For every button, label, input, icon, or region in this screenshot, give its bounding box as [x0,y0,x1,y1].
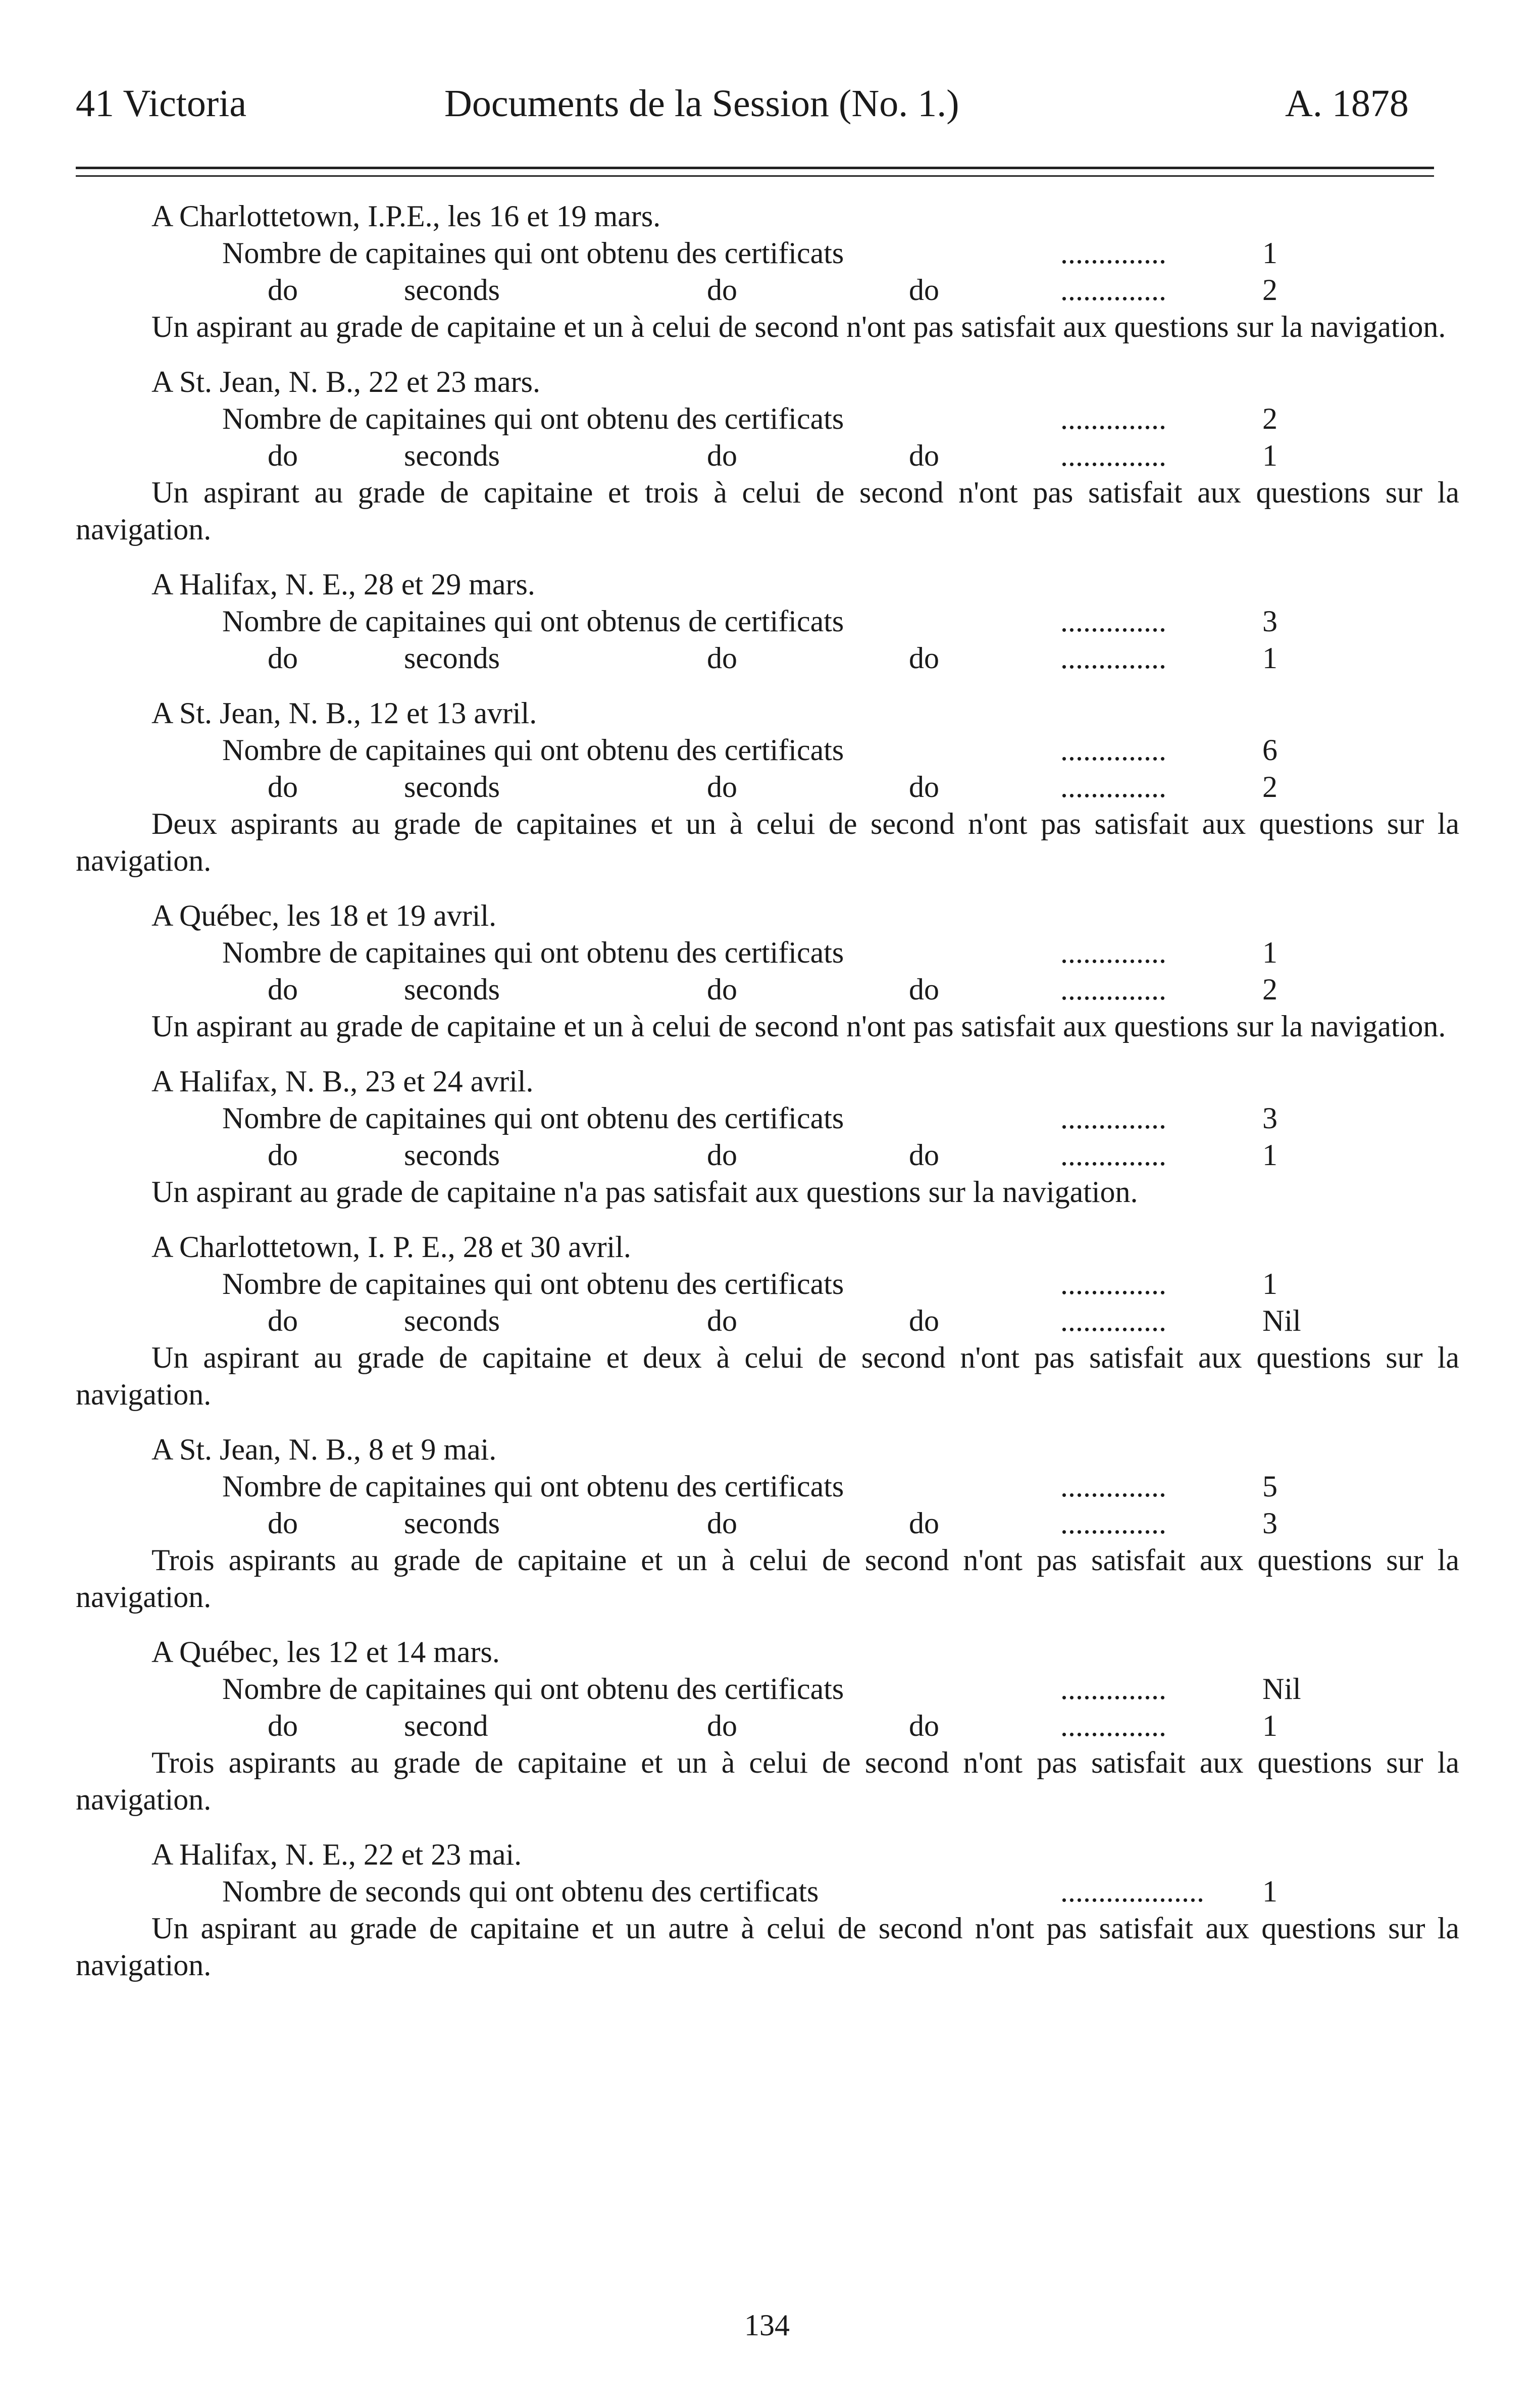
leader-dots: .............. [1060,605,1166,638]
ditto-1: do [268,973,298,1006]
ditto-3: do [909,770,939,804]
leader-dots: .............. [1060,402,1166,435]
report-body [76,198,1459,1984]
exam-section [76,1836,1459,1984]
count-value: 1 [1262,641,1277,675]
seconds-row [76,769,1459,806]
captains-row [76,1266,1459,1302]
ditto-3: do [909,1304,939,1337]
row-label: Nombre de seconds qui ont obtenu des certificats [222,1875,819,1908]
count-value: 3 [1262,1507,1277,1540]
ditto-2: do [707,273,737,307]
running-header [0,76,1534,131]
header-rule-thick [76,167,1434,169]
section-place: A Halifax, N. B., 23 et 24 avril. [151,1065,534,1098]
captains-row [76,1100,1459,1137]
row-label: seconds [404,439,500,472]
row-label: Nombre de capitaines qui ont obtenu des certificats [222,936,844,969]
leader-dots: .............. [1060,439,1166,472]
ditto-2: do [707,439,737,472]
count-value: 1 [1262,936,1277,969]
count-value: 2 [1262,402,1277,435]
leader-dots: .............. [1060,1709,1166,1742]
leader-dots: .............. [1060,733,1166,767]
row-label: seconds [404,1304,500,1337]
section-note: Trois aspirants au grade de capitaine et un à celui de second n'ont pas satisfait aux questions sur la navigation. [76,1543,1459,1614]
ditto-3: do [909,641,939,675]
section-place: A Halifax, N. E., 22 et 23 mai. [151,1838,522,1871]
section-gap [76,345,1459,364]
exam-section [76,1431,1459,1616]
ditto-3: do [909,1507,939,1540]
section-place: A Charlottetown, I.P.E., les 16 et 19 mars. [151,199,661,233]
seconds-row [76,272,1459,309]
exam-section [76,566,1459,677]
row-label: Nombre de capitaines qui ont obtenu des certificats [222,236,844,270]
row-label: second [404,1709,488,1742]
ditto-1: do [268,641,298,675]
section-note: Un aspirant au grade de capitaine et deux à celui de second n'ont pas satisfait aux questions sur la navigation. [76,1341,1459,1411]
section-note: Un aspirant au grade de capitaine et trois à celui de second n'ont pas satisfait aux questions sur la navigation. [76,476,1459,546]
section-place: A Québec, les 12 et 14 mars. [151,1635,500,1669]
row-label: seconds [404,973,500,1006]
leader-dots: .............. [1060,936,1166,969]
row-label: seconds [404,770,500,804]
ditto-1: do [268,770,298,804]
ditto-1: do [268,273,298,307]
count-value: 6 [1262,733,1277,767]
ditto-3: do [909,1138,939,1172]
section-place: A Charlottetown, I. P. E., 28 et 30 avril. [151,1230,631,1264]
header-title: Documents de la Session (No. 1.) [444,82,959,125]
count-value: 1 [1262,1709,1277,1742]
row-label: Nombre de capitaines qui ont obtenu des certificats [222,1672,844,1705]
leader-dots: .............. [1060,1672,1166,1705]
section-place: A St. Jean, N. B., 22 et 23 mars. [151,365,540,398]
row-label: Nombre de capitaines qui ont obtenu des certificats [222,1101,844,1135]
section-note: Un aspirant au grade de capitaine n'a pas satisfait aux questions sur la navigation. [151,1175,1138,1209]
section-gap [76,677,1459,695]
count-value: 3 [1262,1101,1277,1135]
count-value: 1 [1262,1138,1277,1172]
captains-row [76,1468,1459,1505]
ditto-2: do [707,1507,737,1540]
captains-row [76,732,1459,769]
ditto-2: do [707,1709,737,1742]
row-label: Nombre de capitaines qui ont obtenu des certificats [222,733,844,767]
count-value: Nil [1262,1672,1301,1705]
count-value: 2 [1262,973,1277,1006]
ditto-3: do [909,439,939,472]
section-gap [76,1818,1459,1836]
ditto-3: do [909,973,939,1006]
row-label: Nombre de capitaines qui ont obtenu des certificats [222,1470,844,1503]
ditto-2: do [707,1138,737,1172]
section-gap [76,1045,1459,1063]
section-place: A Québec, les 18 et 19 avril. [151,899,497,932]
captains-row [76,400,1459,437]
count-value: 2 [1262,770,1277,804]
captains-row [76,934,1459,971]
seconds-row [76,1505,1459,1542]
leader-dots: .............. [1060,1507,1166,1540]
header-rule-thin [76,175,1434,177]
section-note: Trois aspirants au grade de capitaine et un à celui de second n'ont pas satisfait aux questions sur la navigation. [76,1746,1459,1816]
section-gap [76,548,1459,566]
ditto-1: do [268,1507,298,1540]
row-label: Nombre de capitaines qui ont obtenus de certificats [222,605,844,638]
section-note: Un aspirant au grade de capitaine et un à celui de second n'ont pas satisfait aux questions sur la navigation. [151,310,1446,343]
ditto-3: do [909,1709,939,1742]
row-label: seconds [404,1138,500,1172]
seconds-row [76,971,1459,1008]
exam-section [76,1063,1459,1211]
leader-dots: .............. [1060,1138,1166,1172]
exam-section [76,364,1459,548]
section-gap [76,879,1459,897]
leader-dots: .............. [1060,273,1166,307]
exam-section [76,695,1459,879]
row-label: seconds [404,1507,500,1540]
ditto-3: do [909,273,939,307]
ditto-1: do [268,439,298,472]
captains-row [76,1671,1459,1708]
leader-dots: .............. [1060,1470,1166,1503]
leader-dots: .............. [1060,236,1166,270]
header-volume: 41 Victoria [76,82,247,125]
leader-dots: .............. [1060,1267,1166,1300]
ditto-1: do [268,1709,298,1742]
section-place: A St. Jean, N. B., 12 et 13 avril. [151,696,537,730]
count-value: 1 [1262,439,1277,472]
section-note: Deux aspirants au grade de capitaines et un à celui de second n'ont pas satisfait aux questions sur la navigation. [76,807,1459,877]
section-gap [76,1616,1459,1634]
leader-dots: .............. [1060,1101,1166,1135]
leader-dots: .............. [1060,973,1166,1006]
ditto-2: do [707,641,737,675]
leader-dots: ................... [1060,1875,1204,1908]
captains-row [76,603,1459,640]
leader-dots: .............. [1060,770,1166,804]
ditto-1: do [268,1138,298,1172]
ditto-2: do [707,1304,737,1337]
section-place: A Halifax, N. E., 28 et 29 mars. [151,568,535,601]
seconds-row [76,437,1459,474]
page-number: 134 [744,2309,790,2342]
count-value: 1 [1262,1267,1277,1300]
count-value: 5 [1262,1470,1277,1503]
ditto-2: do [707,770,737,804]
exam-section [76,198,1459,345]
seconds-row [76,1137,1459,1174]
row-label: seconds [404,641,500,675]
seconds-row [76,640,1459,677]
exam-section [76,897,1459,1045]
row-label: Nombre de capitaines qui ont obtenu des certificats [222,402,844,435]
section-gap [76,1413,1459,1431]
captains-row [76,235,1459,272]
exam-section [76,1634,1459,1818]
count-value: 2 [1262,273,1277,307]
exam-section [76,1229,1459,1413]
seconds-row [76,1708,1459,1744]
section-gap [76,1211,1459,1229]
count-value: 3 [1262,605,1277,638]
ditto-2: do [707,973,737,1006]
leader-dots: .............. [1060,1304,1166,1337]
count-value: Nil [1262,1304,1301,1337]
seconds-only-row [76,1873,1459,1910]
section-place: A St. Jean, N. B., 8 et 9 mai. [151,1433,497,1466]
row-label: seconds [404,273,500,307]
header-year: A. 1878 [1285,82,1409,125]
ditto-1: do [268,1304,298,1337]
seconds-row [76,1302,1459,1339]
leader-dots: .............. [1060,641,1166,675]
section-note: Un aspirant au grade de capitaine et un à celui de second n'ont pas satisfait aux questions sur la navigation. [151,1010,1446,1043]
count-value: 1 [1262,1875,1277,1908]
row-label: Nombre de capitaines qui ont obtenu des certificats [222,1267,844,1300]
section-note: Un aspirant au grade de capitaine et un autre à celui de second n'ont pas satisfait aux questions sur la navigation. [76,1912,1459,1982]
count-value: 1 [1262,236,1277,270]
